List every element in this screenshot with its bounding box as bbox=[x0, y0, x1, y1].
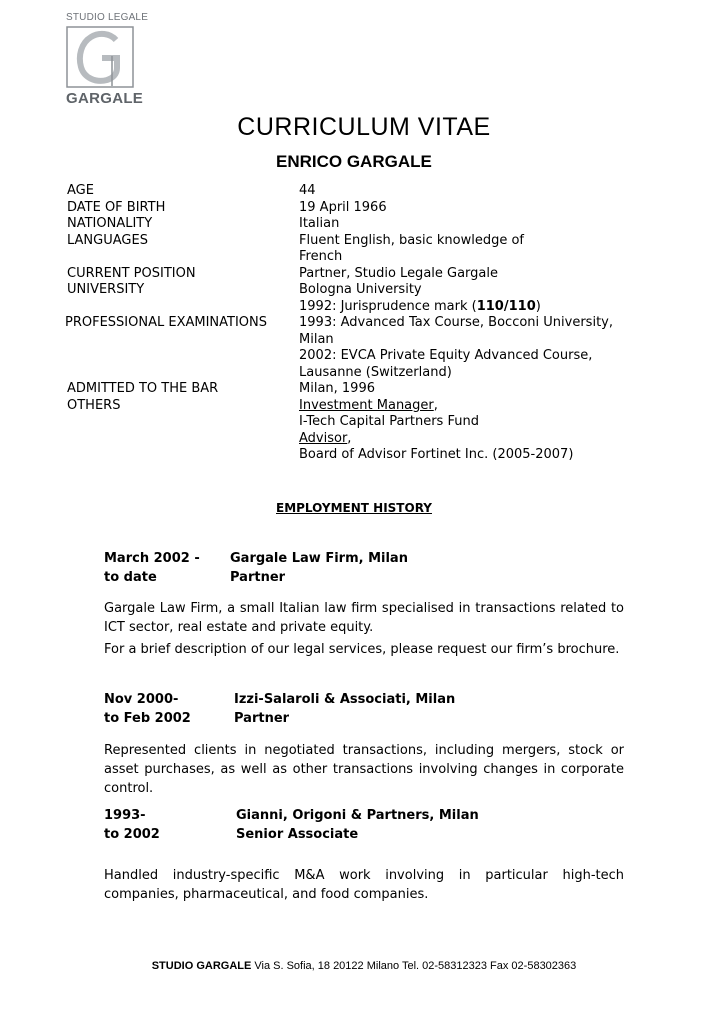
dob-value: 19 April 1966 bbox=[299, 199, 387, 215]
info-row-position bbox=[67, 266, 639, 283]
personal-info bbox=[67, 183, 639, 464]
age-label: AGE bbox=[67, 183, 94, 198]
info-row-age bbox=[67, 183, 639, 200]
title-text: CURRICULUM VITAE bbox=[237, 113, 491, 141]
job-3-description: Handled industry-specific M&A work involving in particular high-tech companies, pharmaceutical, and food companies. bbox=[104, 868, 624, 902]
firm-logo bbox=[66, 12, 156, 108]
age-value: 44 bbox=[299, 183, 316, 198]
person-name: ENRICO GARGALE bbox=[276, 152, 432, 171]
info-row-others bbox=[67, 398, 639, 464]
position-value: Partner, Studio Legale Gargale bbox=[299, 265, 499, 281]
job-2-description: Represented clients in negotiated transactions, including mergers, stock or asset purchases, as well as other transactions involving changes in corporate control. bbox=[104, 743, 624, 796]
others-value-line-3 bbox=[299, 431, 639, 448]
job-1-role: Partner bbox=[230, 570, 286, 585]
exams-label: PROFESSIONAL EXAMINATIONS bbox=[65, 315, 268, 330]
job-3-period-line-1: 1993- bbox=[104, 808, 146, 823]
dob-label: DATE OF BIRTH bbox=[67, 199, 166, 215]
info-row-dob bbox=[67, 200, 639, 217]
job-1-description-1: Gargale Law Firm, a small Italian law firm specialised in transactions related to ICT sector, real estate and private equity. bbox=[104, 601, 624, 635]
university-mark: 110/110 bbox=[476, 298, 536, 314]
footer-firm-name: STUDIO GARGALE bbox=[151, 960, 252, 972]
job-3-firm: Gianni, Origoni & Partners, Milan bbox=[236, 808, 479, 823]
info-row-bar bbox=[67, 381, 639, 398]
page-footer bbox=[0, 960, 728, 972]
exams-value-line-1: 1993: Advanced Tax Course, Bocconi University, bbox=[299, 315, 613, 330]
job-2-period-line-2: to Feb 2002 bbox=[104, 711, 191, 726]
job-1-firm: Gargale Law Firm, Milan bbox=[230, 551, 408, 566]
info-row-nationality bbox=[67, 216, 639, 233]
bar-value: Milan, 1996 bbox=[299, 381, 375, 396]
investment-manager-link[interactable]: Investment Manager bbox=[299, 397, 434, 413]
bar-label: ADMITTED TO THE BAR bbox=[67, 381, 219, 396]
university-value-line-1: Bologna University bbox=[299, 282, 422, 297]
advisor-link[interactable]: Advisor bbox=[299, 430, 348, 446]
others-line-3-suffix: , bbox=[347, 430, 352, 446]
job-2-role: Partner bbox=[234, 711, 290, 726]
languages-label: LANGUAGES bbox=[67, 232, 148, 248]
employment-heading: EMPLOYMENT HISTORY bbox=[276, 501, 432, 515]
others-label: OTHERS bbox=[67, 397, 121, 413]
footer-address: Via S. Sofia, 18 20122 Milano Tel. 02-58312323 Fax 02-58302363 bbox=[251, 960, 577, 972]
university-mark-suffix: ) bbox=[535, 298, 541, 314]
job-3-role: Senior Associate bbox=[236, 827, 359, 842]
logo-bottom-text: GARGALE bbox=[66, 90, 144, 107]
others-line-1-suffix: , bbox=[433, 397, 438, 413]
languages-value-line-2: French bbox=[299, 249, 343, 264]
exams-value-line-3: 2002: EVCA Private Equity Advanced Course, bbox=[299, 348, 593, 363]
job-2-period-line-1: Nov 2000- bbox=[104, 692, 179, 707]
info-row-exams bbox=[67, 315, 639, 381]
university-value-line-2 bbox=[299, 299, 639, 316]
others-value-line-4: Board of Advisor Fortinet Inc. (2005-2007) bbox=[299, 447, 574, 462]
job-1-description-2: For a brief description of our legal services, please request our firm’s brochure. bbox=[104, 642, 620, 657]
job-2-firm: Izzi-Salaroli & Associati, Milan bbox=[234, 692, 456, 707]
info-row-languages bbox=[67, 233, 639, 266]
nationality-label: NATIONALITY bbox=[67, 216, 153, 231]
exams-value-line-4: Lausanne (Switzerland) bbox=[299, 364, 452, 380]
job-3-period-line-2: to 2002 bbox=[104, 827, 160, 842]
logo-top-text: STUDIO LEGALE bbox=[66, 12, 149, 23]
exams-value-line-2: Milan bbox=[299, 331, 334, 347]
document-title bbox=[0, 113, 728, 142]
university-mark-prefix: 1992: Jurisprudence mark ( bbox=[299, 298, 477, 314]
nationality-value: Italian bbox=[299, 216, 340, 231]
job-1-period-line-1: March 2002 - bbox=[104, 551, 200, 566]
others-value-line-2: I-Tech Capital Partners Fund bbox=[299, 414, 479, 429]
job-1-period-line-2: to date bbox=[104, 570, 157, 585]
gargale-g-logo-icon bbox=[66, 26, 134, 88]
university-label: UNIVERSITY bbox=[67, 282, 145, 297]
position-label: CURRENT POSITION bbox=[67, 265, 196, 281]
info-row-university bbox=[67, 282, 639, 315]
others-value-line-1 bbox=[299, 398, 639, 415]
languages-value-line-1: Fluent English, basic knowledge of bbox=[299, 232, 525, 248]
